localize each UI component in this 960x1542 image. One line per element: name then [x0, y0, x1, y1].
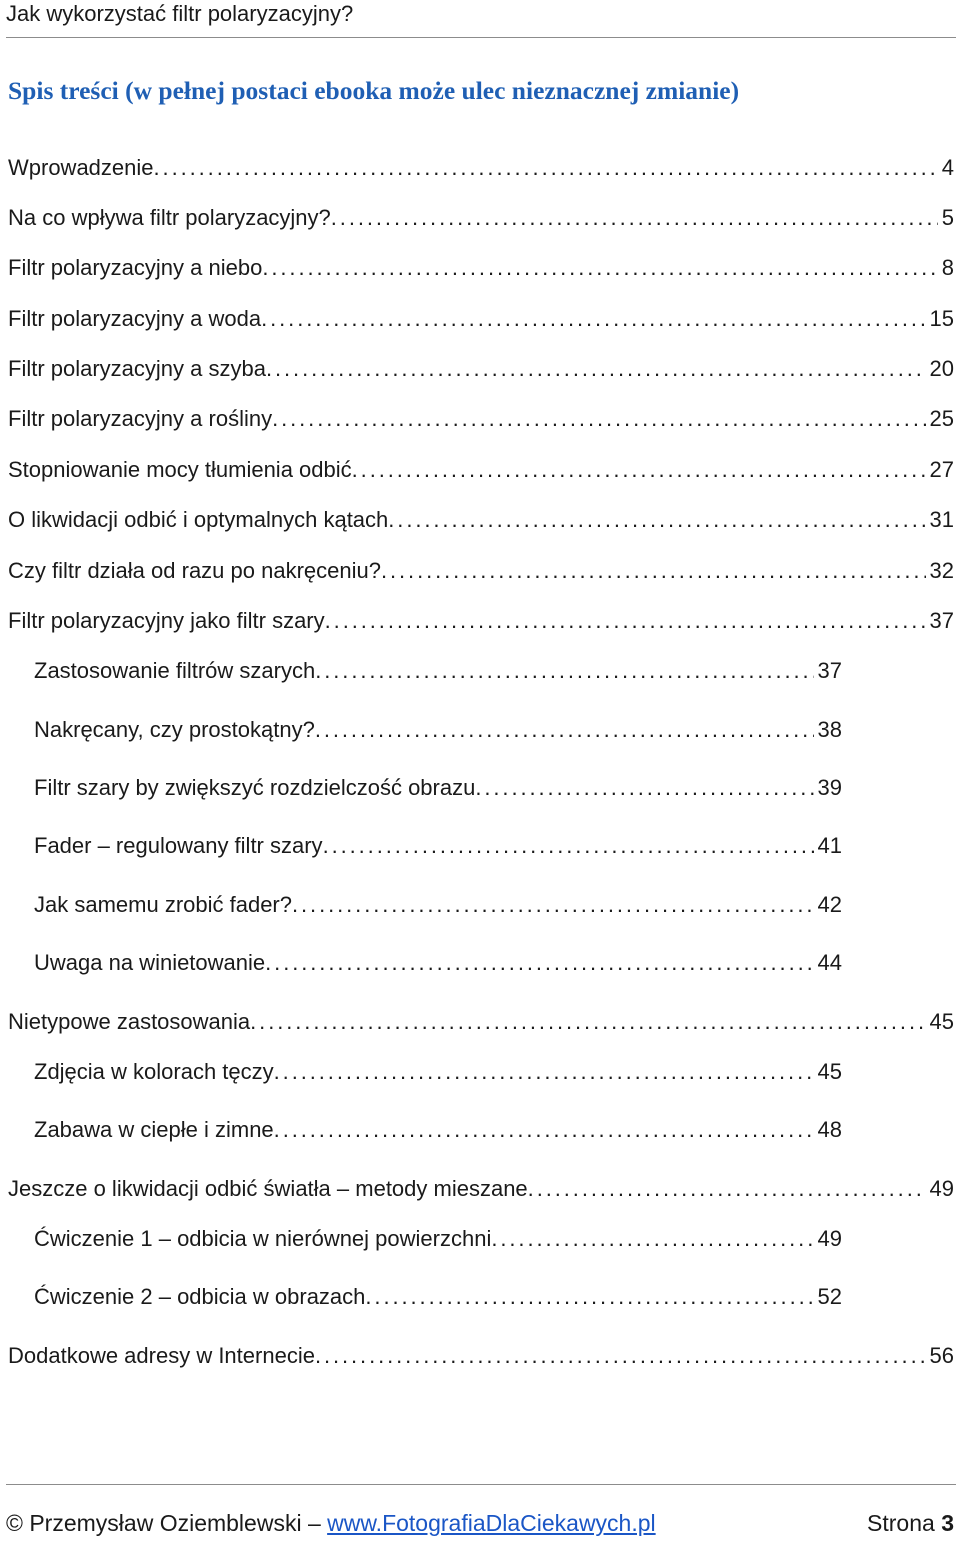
website-link[interactable]: www.FotografiaDlaCiekawych.pl: [327, 1510, 656, 1536]
toc-entry[interactable]: [34, 1282, 842, 1312]
toc-entry[interactable]: [8, 153, 954, 183]
toc-entry[interactable]: [8, 1174, 954, 1204]
dot-leader: [274, 1057, 814, 1087]
footer-copyright: [6, 1510, 656, 1537]
toc-entry[interactable]: [8, 1007, 954, 1037]
toc-entry-label: Nakręcany, czy prostokątny?: [34, 717, 315, 742]
toc-entry-label: Filtr szary by zwiększyć rozdzielczość obrazu: [34, 775, 476, 800]
toc-entry[interactable]: [34, 656, 842, 686]
dot-leader: [292, 890, 814, 920]
toc-entry-page: 20: [929, 356, 954, 381]
copyright-text: © Przemysław Oziemblewski –: [6, 1510, 328, 1536]
toc-entry-label: Fader – regulowany filtr szary: [34, 833, 323, 858]
dot-leader: [323, 831, 814, 861]
toc-entry-page: 52: [817, 1284, 842, 1309]
toc-entry-page: 39: [817, 775, 842, 800]
page-number: [867, 1510, 954, 1537]
toc-entry-label: Dodatkowe adresy w Internecie: [8, 1343, 315, 1368]
toc-entry[interactable]: [8, 253, 954, 283]
toc-entry[interactable]: [8, 606, 954, 636]
toc-entry-page: 44: [817, 950, 842, 975]
toc-entry-page: 15: [929, 306, 954, 331]
toc-entry-label: Filtr polaryzacyjny a rośliny: [8, 406, 273, 431]
toc-entry[interactable]: [8, 354, 954, 384]
toc-entry-page: 31: [929, 507, 954, 532]
toc-entry-page: 25: [929, 406, 954, 431]
dot-leader: [325, 606, 926, 636]
toc-entry-page: 27: [929, 457, 954, 482]
toc-entry-page: 45: [929, 1009, 954, 1034]
dot-leader: [261, 304, 925, 334]
toc-title: Spis treści (w pełnej postaci ebooka może ulec nieznacznej zmianie): [8, 76, 740, 105]
toc-entry-page: 49: [929, 1176, 954, 1201]
toc-entry[interactable]: [8, 505, 954, 535]
toc-entry-page: 8: [941, 255, 954, 280]
toc-entry[interactable]: [34, 831, 842, 861]
dot-leader: [315, 715, 814, 745]
toc-entry-label: Na co wpływa filtr polaryzacyjny?: [8, 205, 331, 230]
toc-entry-label: Zastosowanie filtrów szarych: [34, 658, 316, 683]
toc-entry-label: Filtr polaryzacyjny a woda: [8, 306, 262, 331]
dot-leader: [250, 1007, 925, 1037]
toc-entry[interactable]: [8, 404, 954, 434]
toc-entry[interactable]: [34, 1057, 842, 1087]
dot-leader: [315, 656, 813, 686]
header-title: Jak wykorzystać filtr polaryzacyjny?: [6, 1, 354, 26]
toc-entry-label: Zdjęcia w kolorach tęczy: [34, 1059, 274, 1084]
toc-entry-page: 45: [817, 1059, 842, 1084]
dot-leader: [528, 1174, 926, 1204]
dot-leader: [388, 505, 925, 535]
toc-entry[interactable]: [34, 1115, 842, 1145]
dot-leader: [266, 354, 926, 384]
toc-entry-label: Jeszcze o likwidacji odbić światła – metody mieszane: [8, 1176, 528, 1201]
toc-entry-label: Czy filtr działa od razu po nakręceniu?: [8, 558, 381, 583]
page-footer: [6, 1484, 956, 1541]
toc-entry-label: Stopniowanie mocy tłumienia odbić: [8, 457, 352, 482]
toc-entry-page: 37: [817, 658, 842, 683]
dot-leader: [315, 1341, 926, 1371]
toc-entry-page: 49: [817, 1226, 842, 1251]
toc-entry[interactable]: [34, 948, 842, 978]
dot-leader: [381, 556, 926, 586]
toc-entry-label: Zabawa w ciepłe i zimne: [34, 1117, 274, 1142]
toc-entry-label: Filtr polaryzacyjny a szyba: [8, 356, 266, 381]
dot-leader: [265, 948, 813, 978]
toc-entry-page: 41: [817, 833, 842, 858]
toc-entry-page: 5: [941, 205, 954, 230]
toc-entry[interactable]: [34, 773, 842, 803]
toc-entry-label: Filtr polaryzacyjny a niebo: [8, 255, 263, 280]
toc-entry-label: Jak samemu zrobić fader?: [34, 892, 292, 917]
toc-entry[interactable]: [8, 304, 954, 334]
toc-entry-page: 56: [929, 1343, 954, 1368]
toc-entry-page: 48: [817, 1117, 842, 1142]
toc-entry-page: 37: [929, 608, 954, 633]
dot-leader: [491, 1224, 813, 1254]
toc-entry-page: 42: [817, 892, 842, 917]
toc-entry[interactable]: [8, 1341, 954, 1371]
dot-leader: [331, 203, 938, 233]
toc-entry[interactable]: [34, 715, 842, 745]
toc-entry-label: Filtr polaryzacyjny jako filtr szary: [8, 608, 325, 633]
toc-entry[interactable]: [8, 556, 954, 586]
dot-leader: [352, 455, 926, 485]
toc-entry-label: Wprowadzenie: [8, 155, 154, 180]
toc-entry-label: Ćwiczenie 2 – odbicia w obrazach: [34, 1284, 366, 1309]
dot-leader: [154, 153, 938, 183]
dot-leader: [274, 1115, 814, 1145]
dot-leader: [272, 404, 925, 434]
toc-entry-label: Uwaga na winietowanie: [34, 950, 266, 975]
page-number-value: 3: [941, 1510, 954, 1536]
toc-entry[interactable]: [34, 890, 842, 920]
toc-entry-label: Nietypowe zastosowania: [8, 1009, 251, 1034]
toc-entry[interactable]: [8, 455, 954, 485]
toc-entry-page: 32: [929, 558, 954, 583]
toc-entry-page: 4: [941, 155, 954, 180]
dot-leader: [475, 773, 813, 803]
toc-entry-label: Ćwiczenie 1 – odbicia w nierównej powierzchni: [34, 1226, 492, 1251]
toc-entry[interactable]: [34, 1224, 842, 1254]
toc-entry-label: O likwidacji odbić i optymalnych kątach: [8, 507, 389, 532]
dot-leader: [262, 253, 937, 283]
page-label: Strona: [867, 1510, 942, 1536]
toc-entry-page: 38: [817, 717, 842, 742]
toc-entry[interactable]: [8, 203, 954, 233]
dot-leader: [365, 1282, 813, 1312]
